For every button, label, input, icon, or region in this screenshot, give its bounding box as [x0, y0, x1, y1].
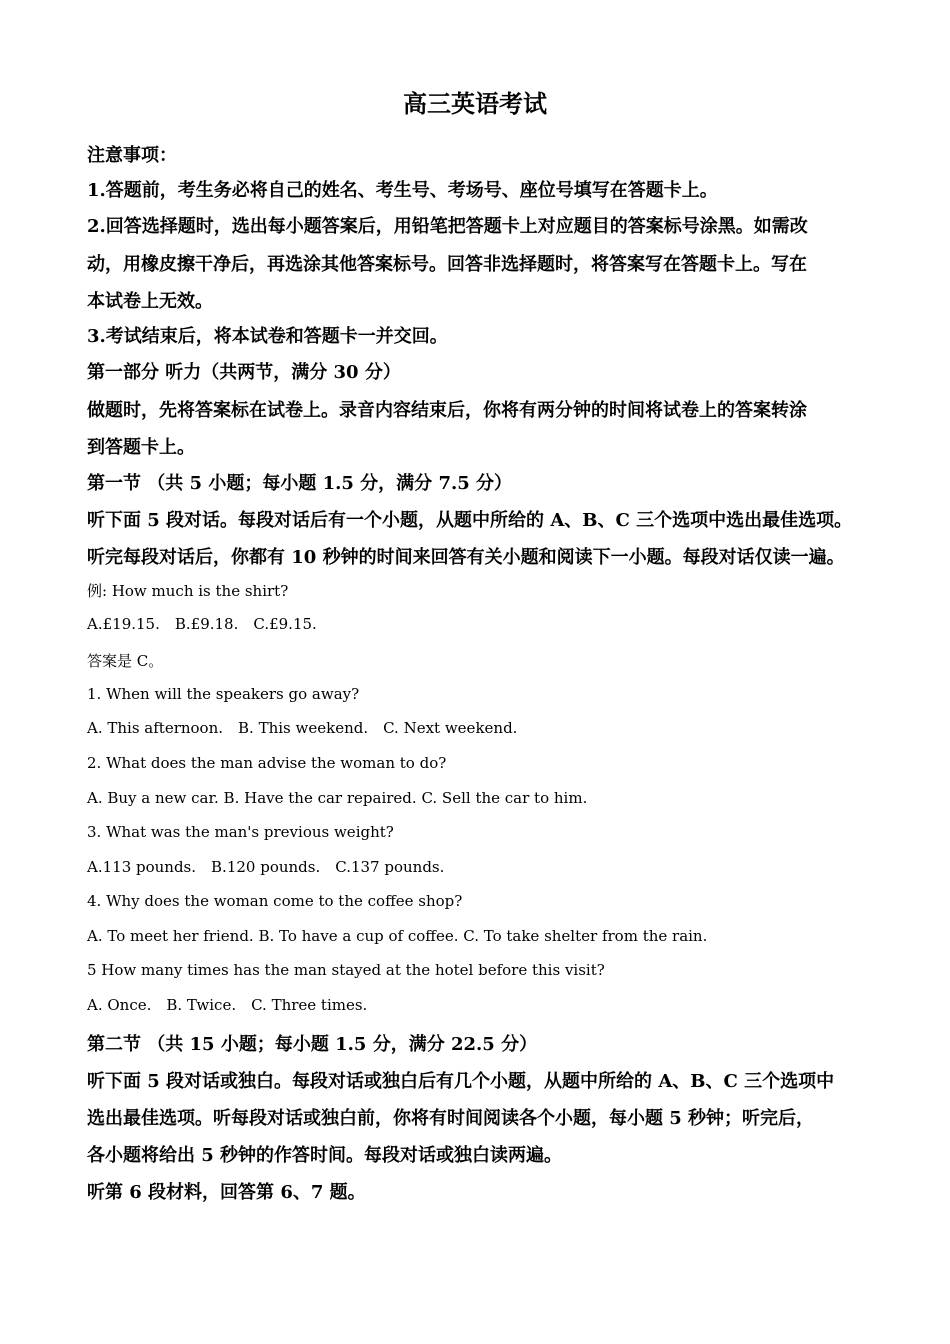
question-3: 3. What was the man's previous weight? [87, 823, 394, 841]
option: A. This afternoon. [87, 719, 224, 737]
option: C.137 pounds. [335, 858, 445, 876]
section2-desc-line-1: 听下面 5 段对话或独白。每段对话或独白后有几个小题，从题中所给的 A、B、C 三个选项中 [87, 1071, 835, 1092]
section2-material: 听第 6 段材料，回答第 6、7 题。 [87, 1182, 366, 1203]
notice-item-3: 3.考试结束后，将本试卷和答题卡一并交回。 [87, 326, 448, 347]
notice-heading: 注意事项： [87, 145, 177, 166]
notice-item-2-line-2: 动，用橡皮擦干净后，再选涂其他答案标号。回答非选择题时，将答案写在答题卡上。写在 [87, 254, 807, 275]
option: B. This weekend. [238, 719, 369, 737]
part1-desc-line-2: 到答题卡上。 [87, 437, 195, 458]
option: C. Three times. [251, 996, 368, 1014]
page-title: 高三英语考试 [403, 89, 547, 118]
section2-desc-line-3: 各小题将给出 5 秒钟的作答时间。每段对话或独白读两遍。 [87, 1145, 563, 1166]
option: C.£9.15. [253, 615, 317, 633]
question-2-options: A. Buy a new car. B. Have the car repaired. C. Sell the car to him. [87, 789, 588, 807]
notice-item-1: 1.答题前，考生务必将自己的姓名、考生号、考场号、座位号填写在答题卡上。 [87, 180, 718, 201]
option: A. Once. [87, 996, 152, 1014]
option: B.120 pounds. [211, 858, 321, 876]
section2-desc-line-2: 选出最佳选项。听每段对话或独白前，你将有时间阅读各个小题，每小题 5 秒钟；听完后， [87, 1108, 815, 1129]
section1-heading: 第一节 （共 5 小题；每小题 1.5 分，满分 7.5 分） [87, 473, 513, 494]
example-question: 例: How much is the shirt? [87, 582, 289, 600]
section2-heading: 第二节 （共 15 小题；每小题 1.5 分，满分 22.5 分） [87, 1034, 538, 1055]
question-2: 2. What does the man advise the woman to do? [87, 754, 447, 772]
question-5-options [87, 996, 382, 1014]
question-4: 4. Why does the woman come to the coffee shop? [87, 892, 463, 910]
part1-desc-line-1: 做题时，先将答案标在试卷上。录音内容结束后，你将有两分钟的时间将试卷上的答案转涂 [87, 400, 807, 421]
option: B. Twice. [166, 996, 237, 1014]
option: A.£19.15. [87, 615, 160, 633]
option: A.113 pounds. [87, 858, 197, 876]
section1-desc-line-1: 听下面 5 段对话。每段对话后有一个小题，从题中所给的 A、B、C 三个选项中选出最佳选项。 [87, 510, 853, 531]
notice-item-2-line-3: 本试卷上无效。 [87, 291, 213, 312]
example-answer: 答案是 C。 [87, 652, 164, 670]
example-options [87, 615, 332, 633]
notice-item-2-line-1: 2.回答选择题时，选出每小题答案后，用铅笔把答题卡上对应题目的答案标号涂黑。如需改 [87, 216, 808, 237]
question-1-options [87, 719, 532, 737]
question-5: 5 How many times has the man stayed at the hotel before this visit? [87, 961, 605, 979]
question-1: 1. When will the speakers go away? [87, 685, 360, 703]
part1-heading: 第一部分 听力（共两节，满分 30 分） [87, 362, 401, 383]
section1-desc-line-2: 听完每段对话后，你都有 10 秒钟的时间来回答有关小题和阅读下一小题。每段对话仅读一遍。 [87, 547, 845, 568]
option: B.£9.18. [174, 615, 239, 633]
option: C. Next weekend. [383, 719, 518, 737]
question-3-options [87, 858, 459, 876]
question-4-options: A. To meet her friend. B. To have a cup of coffee. C. To take shelter from the rain. [87, 927, 708, 945]
